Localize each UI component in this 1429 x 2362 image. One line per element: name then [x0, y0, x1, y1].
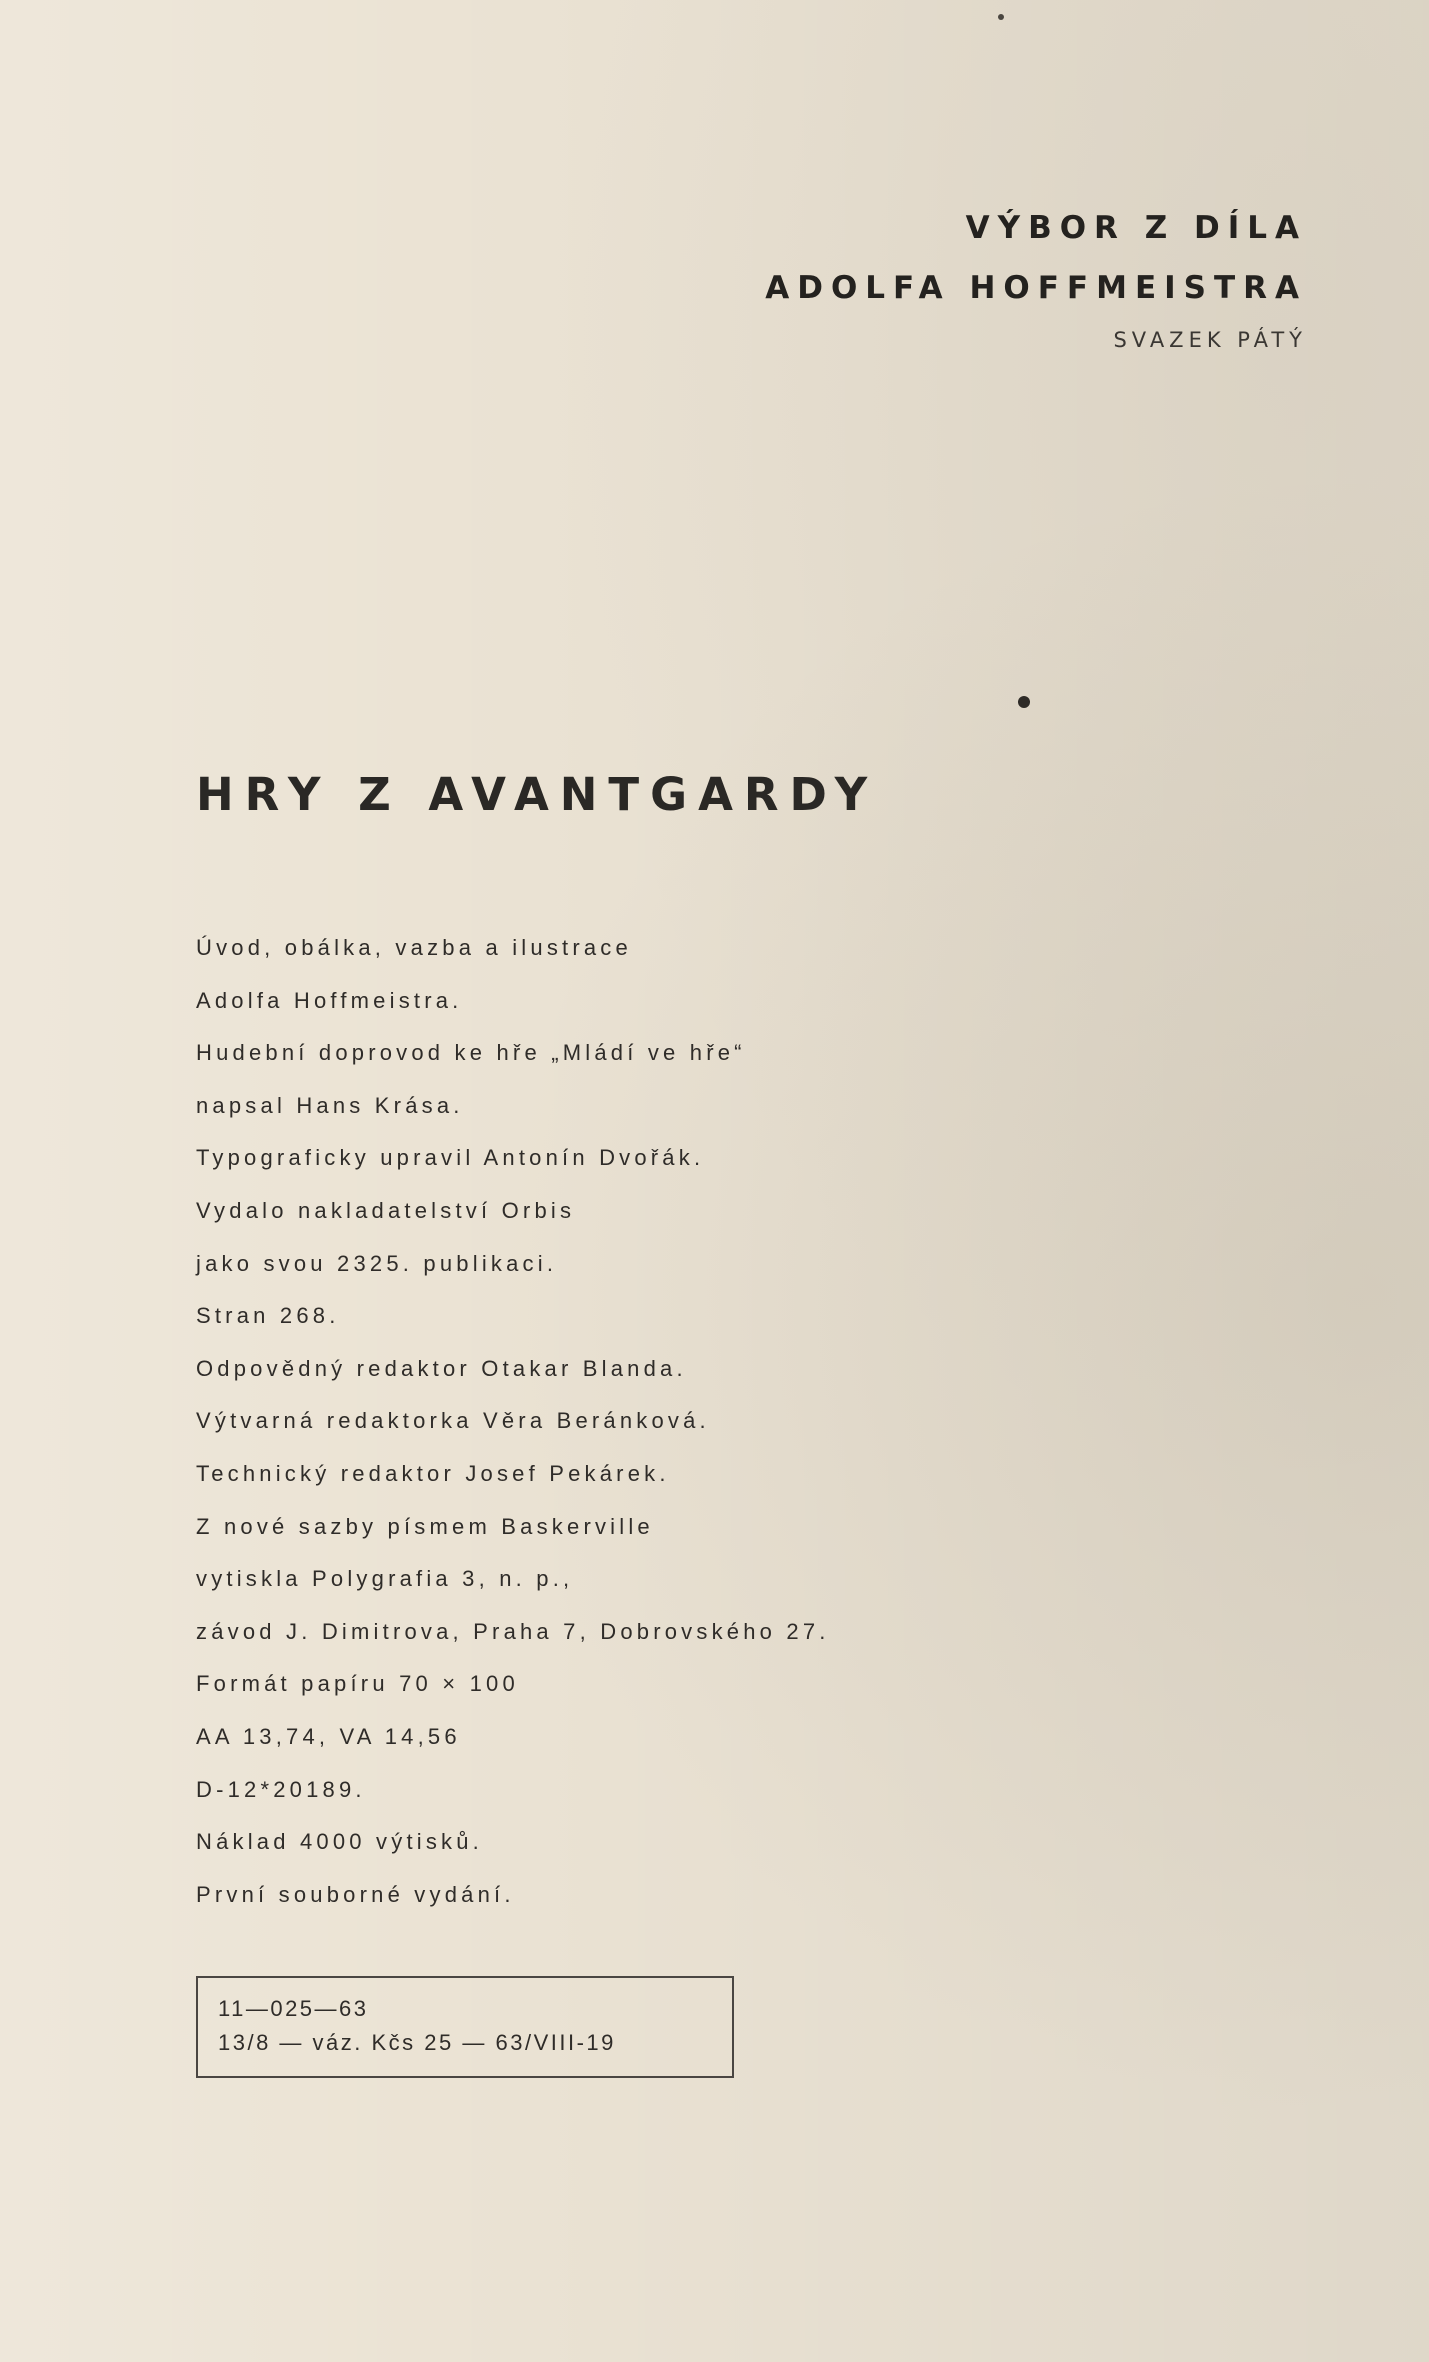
imprint-line: jako svou 2325. publikaci. [196, 1250, 558, 1276]
imprint-line: Vydalo nakladatelství Orbis [196, 1197, 576, 1223]
imprint-line: Typograficky upravil Antonín Dvořák. [196, 1145, 705, 1171]
series-heading [765, 208, 1307, 352]
imprint-list [196, 930, 830, 1929]
imprint-line: Adolfa Hoffmeistra. [196, 987, 463, 1013]
book-title: HRY Z AVANTGARDY [196, 768, 879, 821]
imprint-line: Výtvarná redaktorka Věra Beránková. [196, 1408, 710, 1434]
series-title-line-2: ADOLFA HOFFMEISTRA [765, 270, 1307, 306]
imprint-line: Formát papíru 70 × 100 [196, 1671, 519, 1697]
ink-speck [998, 14, 1004, 20]
series-volume: SVAZEK PÁTÝ [1113, 328, 1307, 352]
imprint-line: napsal Hans Krása. [196, 1092, 464, 1118]
imprint-line: Hudební doprovod ke hře „Mládí ve hře“ [196, 1040, 746, 1066]
imprint-line: První souborné vydání. [196, 1881, 515, 1907]
catalog-code-box [196, 1976, 734, 2078]
imprint-line: Úvod, obálka, vazba a ilustrace [196, 935, 632, 960]
imprint-line: vytiskla Polygrafia 3, n. p., [196, 1566, 574, 1592]
imprint-line: Náklad 4000 výtisků. [196, 1829, 483, 1855]
imprint-line: závod J. Dimitrova, Praha 7, Dobrovského 27. [196, 1618, 830, 1644]
imprint-line: Technický redaktor Josef Pekárek. [196, 1460, 670, 1486]
imprint-line: Z nové sazby písmem Baskerville [196, 1513, 654, 1539]
imprint-line: AA 13,74, VA 14,56 [196, 1723, 461, 1749]
ornament-dot [1018, 696, 1030, 708]
imprint-line: Odpovědný redaktor Otakar Blanda. [196, 1355, 687, 1381]
catalog-code-line-2: 13/8 — váz. Kčs 25 — 63/VIII-19 [218, 2030, 616, 2055]
imprint-line: D-12*20189. [196, 1776, 366, 1802]
imprint-line: Stran 268. [196, 1303, 340, 1329]
catalog-code-line-1: 11—025—63 [218, 1996, 369, 2021]
series-title-line-1: VÝBOR Z DÍLA [965, 210, 1307, 246]
